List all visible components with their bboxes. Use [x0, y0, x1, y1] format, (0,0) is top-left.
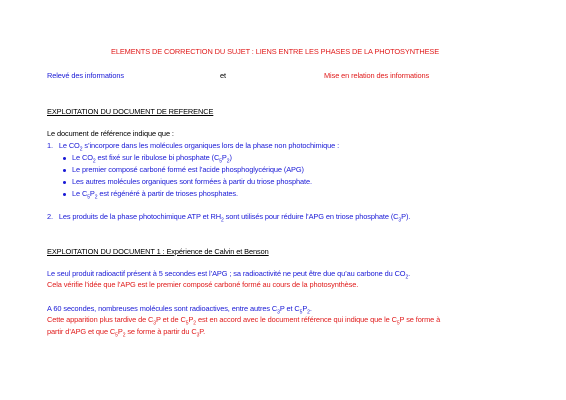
- bullet-1-b: est fixé sur le ribulose bi phosphate (C: [95, 153, 220, 162]
- section1-item1: [47, 141, 339, 151]
- section1-item2: [47, 212, 410, 222]
- bullet-4-b: P: [89, 189, 95, 198]
- p3-b: P et C: [279, 304, 300, 313]
- bullet-4-s2: 2: [94, 194, 98, 201]
- item1-number: 1.: [47, 141, 53, 150]
- p5-c: se forme à partir du C: [125, 327, 197, 336]
- item1-sub: 2: [79, 146, 83, 153]
- bullet-2-a: Le premier composé carboné formé est l’acide phosphoglycérique (APG): [72, 165, 304, 174]
- p1-a: Le seul produit radioactif présent à 5 secondes est l’APG ; sa radioactivité ne peut être due qu’au carbone du CO: [47, 269, 406, 278]
- section1-intro: Le document de référence indique que :: [47, 129, 174, 138]
- item2-text-c: P).: [401, 212, 411, 221]
- p1-b: .: [408, 269, 411, 278]
- bullet-3-a: Les autres molécules organiques sont formées à partir du triose phosphate.: [72, 177, 312, 186]
- header-middle: et: [220, 71, 226, 80]
- item2-sub2: 3: [398, 217, 402, 224]
- item2-number: 2.: [47, 212, 53, 221]
- p4-s2: 5: [185, 320, 189, 327]
- p5-s3: 3: [196, 332, 200, 339]
- bullet-1-a: Le CO: [72, 153, 93, 162]
- p4-s4: 5: [396, 320, 400, 327]
- p3-d: .: [309, 304, 312, 313]
- section2-paragraph-2: Cela vérifie l’idée que l’APG est le premier composé carboné formé au cours de la photosynthèse.: [47, 280, 359, 289]
- item1-text-a: Le CO: [58, 141, 80, 150]
- page-title: ELEMENTS DE CORRECTION DU SUJET : LIENS ENTRE LES PHASES DE LA PHOTOSYNTHESE: [111, 47, 440, 56]
- bullet-1-c: P: [221, 153, 227, 162]
- item2-text-a: Les produits de la phase photochimique ATP et RH: [58, 212, 221, 221]
- bullet-icon: [63, 193, 66, 196]
- bullet-4-c: est régénéré à partir de trioses phosphates.: [97, 189, 238, 198]
- p5-a: partir d’APG et que C: [47, 327, 116, 336]
- bullet-4-s1: 5: [87, 194, 90, 201]
- bullet-1-s1: 2: [92, 158, 96, 165]
- p3-s1: 3: [277, 309, 280, 316]
- p4-e: P se forme à: [399, 315, 441, 324]
- p3-s2: 5: [299, 309, 303, 316]
- bullet-1-d: ): [229, 153, 232, 162]
- bullet-item-1: [72, 153, 232, 163]
- bullet-4-a: Le C: [72, 189, 88, 198]
- p5-s1: 5: [115, 332, 118, 339]
- p1-sub: 2: [405, 274, 409, 281]
- bullet-icon: [63, 181, 66, 184]
- p3-a: A 60 secondes, nombreuses molécules sont radioactives, entre autres C: [47, 304, 278, 313]
- header-right: Mise en relation des informations: [324, 71, 430, 80]
- p5-b: P: [117, 327, 123, 336]
- bullet-icon: [63, 157, 66, 160]
- item1-text-b: s’incorpore dans les molécules organiques lors de la phase non photochimique :: [82, 141, 340, 150]
- p5-s2: 2: [122, 332, 126, 339]
- p4-s1: 3: [153, 320, 156, 327]
- bullet-item-4: [72, 189, 238, 199]
- p3-s3: 2: [307, 309, 310, 316]
- bullet-icon: [63, 169, 66, 172]
- bullet-1-s3: 2: [226, 158, 230, 165]
- p4-a: Cette apparition plus tardive de C: [47, 315, 154, 324]
- item2-sub: 2: [220, 217, 224, 224]
- section2-paragraph-5: [47, 327, 205, 337]
- header-left: Relevé des informations: [47, 71, 124, 80]
- p5-d: P.: [199, 327, 206, 336]
- section2-paragraph-3: [47, 304, 312, 314]
- item2-text-b: sont utilisés pour réduire l’APG en triose phosphate (C: [223, 212, 399, 221]
- bullet-item-3: [72, 177, 312, 187]
- bullet-item-2: [72, 165, 304, 175]
- section2-paragraph-1: [47, 269, 410, 279]
- section2-heading: EXPLOITATION DU DOCUMENT 1 : Expérience de Calvin et Benson: [47, 247, 269, 256]
- p4-b: P et de C: [155, 315, 186, 324]
- section2-paragraph-4: [47, 315, 440, 325]
- bullet-1-s2: 5: [219, 158, 222, 165]
- p4-s3: 2: [193, 320, 196, 327]
- p4-c: P: [188, 315, 194, 324]
- section1-heading: EXPLOITATION DU DOCUMENT DE REFERENCE: [47, 107, 214, 116]
- p4-d: est en accord avec le document référence qui indique que le C: [195, 315, 397, 324]
- p3-c: P: [302, 304, 308, 313]
